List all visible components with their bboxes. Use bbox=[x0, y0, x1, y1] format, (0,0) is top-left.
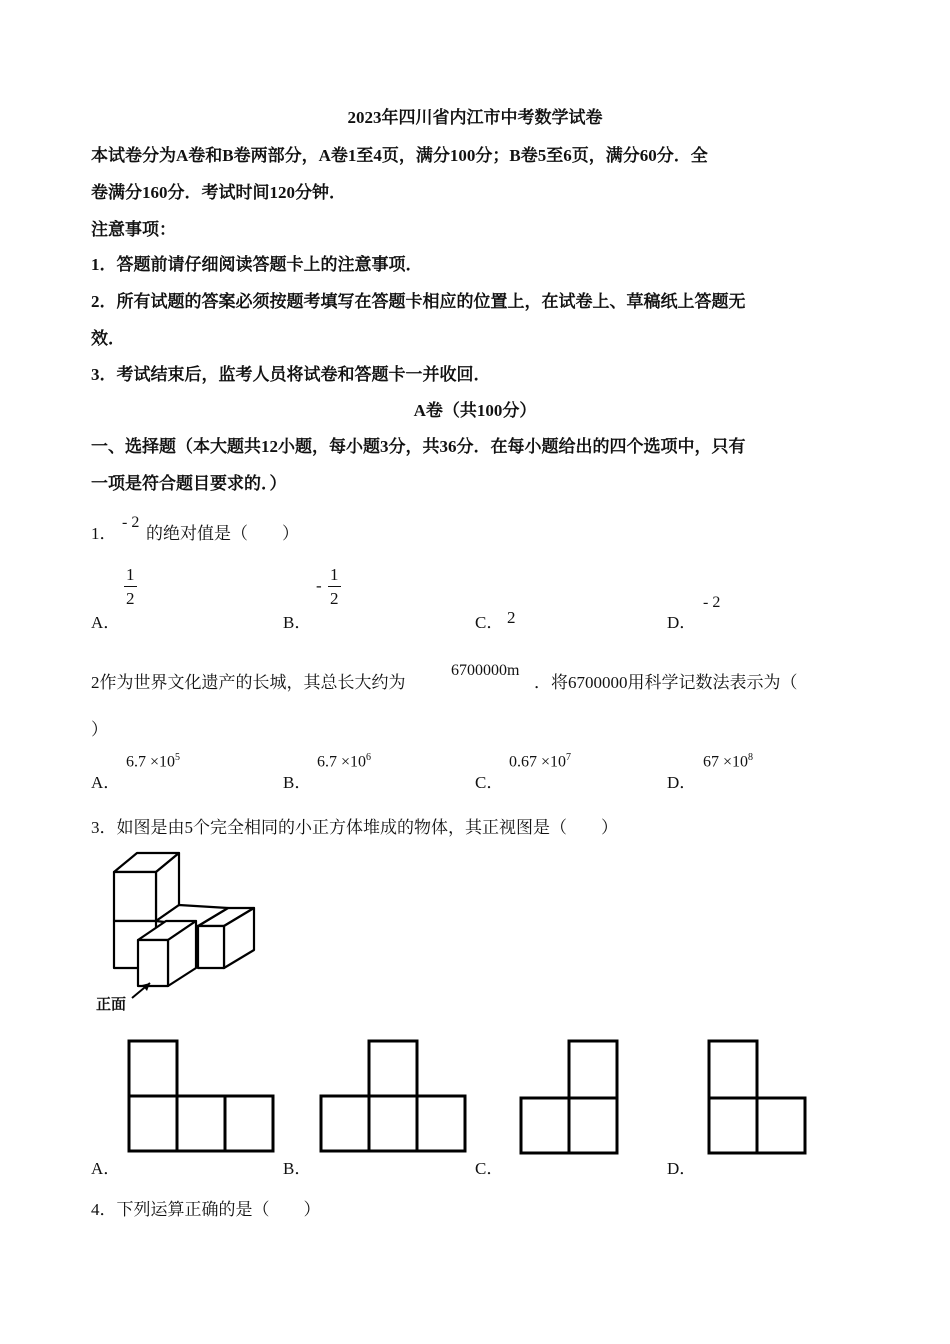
q3-option-a-label: A． bbox=[91, 1159, 121, 1178]
q3-option-a-figure bbox=[126, 1038, 276, 1156]
exam-title: 2023年四川省内江市中考数学试卷 bbox=[347, 108, 603, 127]
q2-d-exponent: 8 bbox=[748, 752, 754, 763]
q1-option-d-label: D． bbox=[667, 613, 697, 632]
q2-option-b-value bbox=[317, 752, 371, 771]
q2-c-base: 0.67 ×10 bbox=[509, 753, 567, 771]
q2-a-exponent: 5 bbox=[175, 752, 181, 763]
q2-stem-pre: 2作为世界文化遗产的长城，其总长大约为 bbox=[91, 673, 406, 692]
q2-option-c-value bbox=[509, 752, 571, 771]
intro-line-2: 卷满分160分．考试时间120分钟． bbox=[91, 183, 346, 202]
q2-stem-value: 6700000m bbox=[451, 662, 520, 679]
part1-line-1: 一、选择题（本大题共12小题，每小题3分，共36分．在每小题给出的四个选项中，只有 bbox=[91, 437, 746, 456]
q3-option-c-label: C． bbox=[475, 1159, 504, 1178]
q3-option-b-figure bbox=[318, 1038, 468, 1156]
q2-b-base: 6.7 ×10 bbox=[317, 753, 367, 771]
q1-option-d-value: - 2 bbox=[703, 594, 721, 611]
q3-option-d-figure bbox=[706, 1038, 808, 1156]
note-2-line-1: 2．所有试题的答案必须按题考填写在答题卡相应的位置上，在试卷上、草稿纸上答题无 bbox=[91, 292, 746, 311]
intro-line-1: 本试卷分为A卷和B卷两部分，A卷1至4页，满分100分；B卷5至6页，满分60分．全 bbox=[91, 146, 708, 165]
q1-b-denominator: 2 bbox=[330, 589, 339, 608]
q3-front-label: 正面 bbox=[96, 995, 127, 1013]
q1-number: 1． bbox=[91, 524, 117, 543]
part1-line-2: 一项是符合题目要求的．） bbox=[91, 474, 287, 493]
fraction-bar bbox=[124, 586, 137, 587]
q1-option-b-fraction bbox=[328, 566, 341, 607]
q3-stem: 3．如图是由5个完全相同的小正方体堆成的物体，其正视图是（ ） bbox=[91, 818, 618, 837]
section-a-heading: A卷（共100分） bbox=[413, 401, 537, 420]
q2-option-d-label: D． bbox=[667, 773, 697, 792]
q2-option-d-value bbox=[703, 752, 753, 771]
q4-stem: 4．下列运算正确的是（ ） bbox=[91, 1200, 321, 1219]
q1-option-c-value: 2 bbox=[507, 608, 516, 627]
note-2-line-2: 效． bbox=[91, 329, 125, 348]
note-3: 3．考试结束后，监考人员将试卷和答题卡一并收回． bbox=[91, 365, 491, 384]
q1-option-b-sign: - bbox=[316, 576, 322, 595]
q1-option-a-label: A． bbox=[91, 613, 121, 632]
q2-a-base: 6.7 ×10 bbox=[126, 753, 176, 771]
q2-c-exponent: 7 bbox=[566, 752, 572, 763]
note-1: 1．答题前请仔细阅读答题卡上的注意事项． bbox=[91, 255, 423, 274]
q3-option-d-label: D． bbox=[667, 1159, 697, 1178]
q3-option-b-label: B． bbox=[283, 1159, 312, 1178]
fraction-bar bbox=[328, 586, 341, 587]
q1-a-numerator: 1 bbox=[126, 565, 135, 584]
q2-option-b-label: B． bbox=[283, 773, 312, 792]
q1-a-denominator: 2 bbox=[126, 589, 135, 608]
q1-option-a-fraction bbox=[124, 566, 137, 607]
q3-option-c-figure bbox=[517, 1038, 621, 1156]
q1-stem: 的绝对值是（ ） bbox=[146, 524, 299, 543]
q2-option-a-label: A． bbox=[91, 773, 121, 792]
q1-option-b-label: B． bbox=[283, 613, 312, 632]
q2-stem-post: ．将6700000用科学记数法表示为（ bbox=[534, 673, 798, 692]
q1-option-c-label: C． bbox=[475, 613, 504, 632]
q1-b-numerator: 1 bbox=[330, 565, 339, 584]
q2-stem-close: ） bbox=[91, 720, 108, 739]
q1-expression: - 2 bbox=[122, 514, 140, 531]
q2-d-base: 67 ×10 bbox=[703, 753, 749, 771]
q2-option-a-value bbox=[126, 752, 180, 771]
notes-heading: 注意事项： bbox=[91, 220, 176, 239]
q2-b-exponent: 6 bbox=[366, 752, 372, 763]
q2-option-c-label: C． bbox=[475, 773, 504, 792]
